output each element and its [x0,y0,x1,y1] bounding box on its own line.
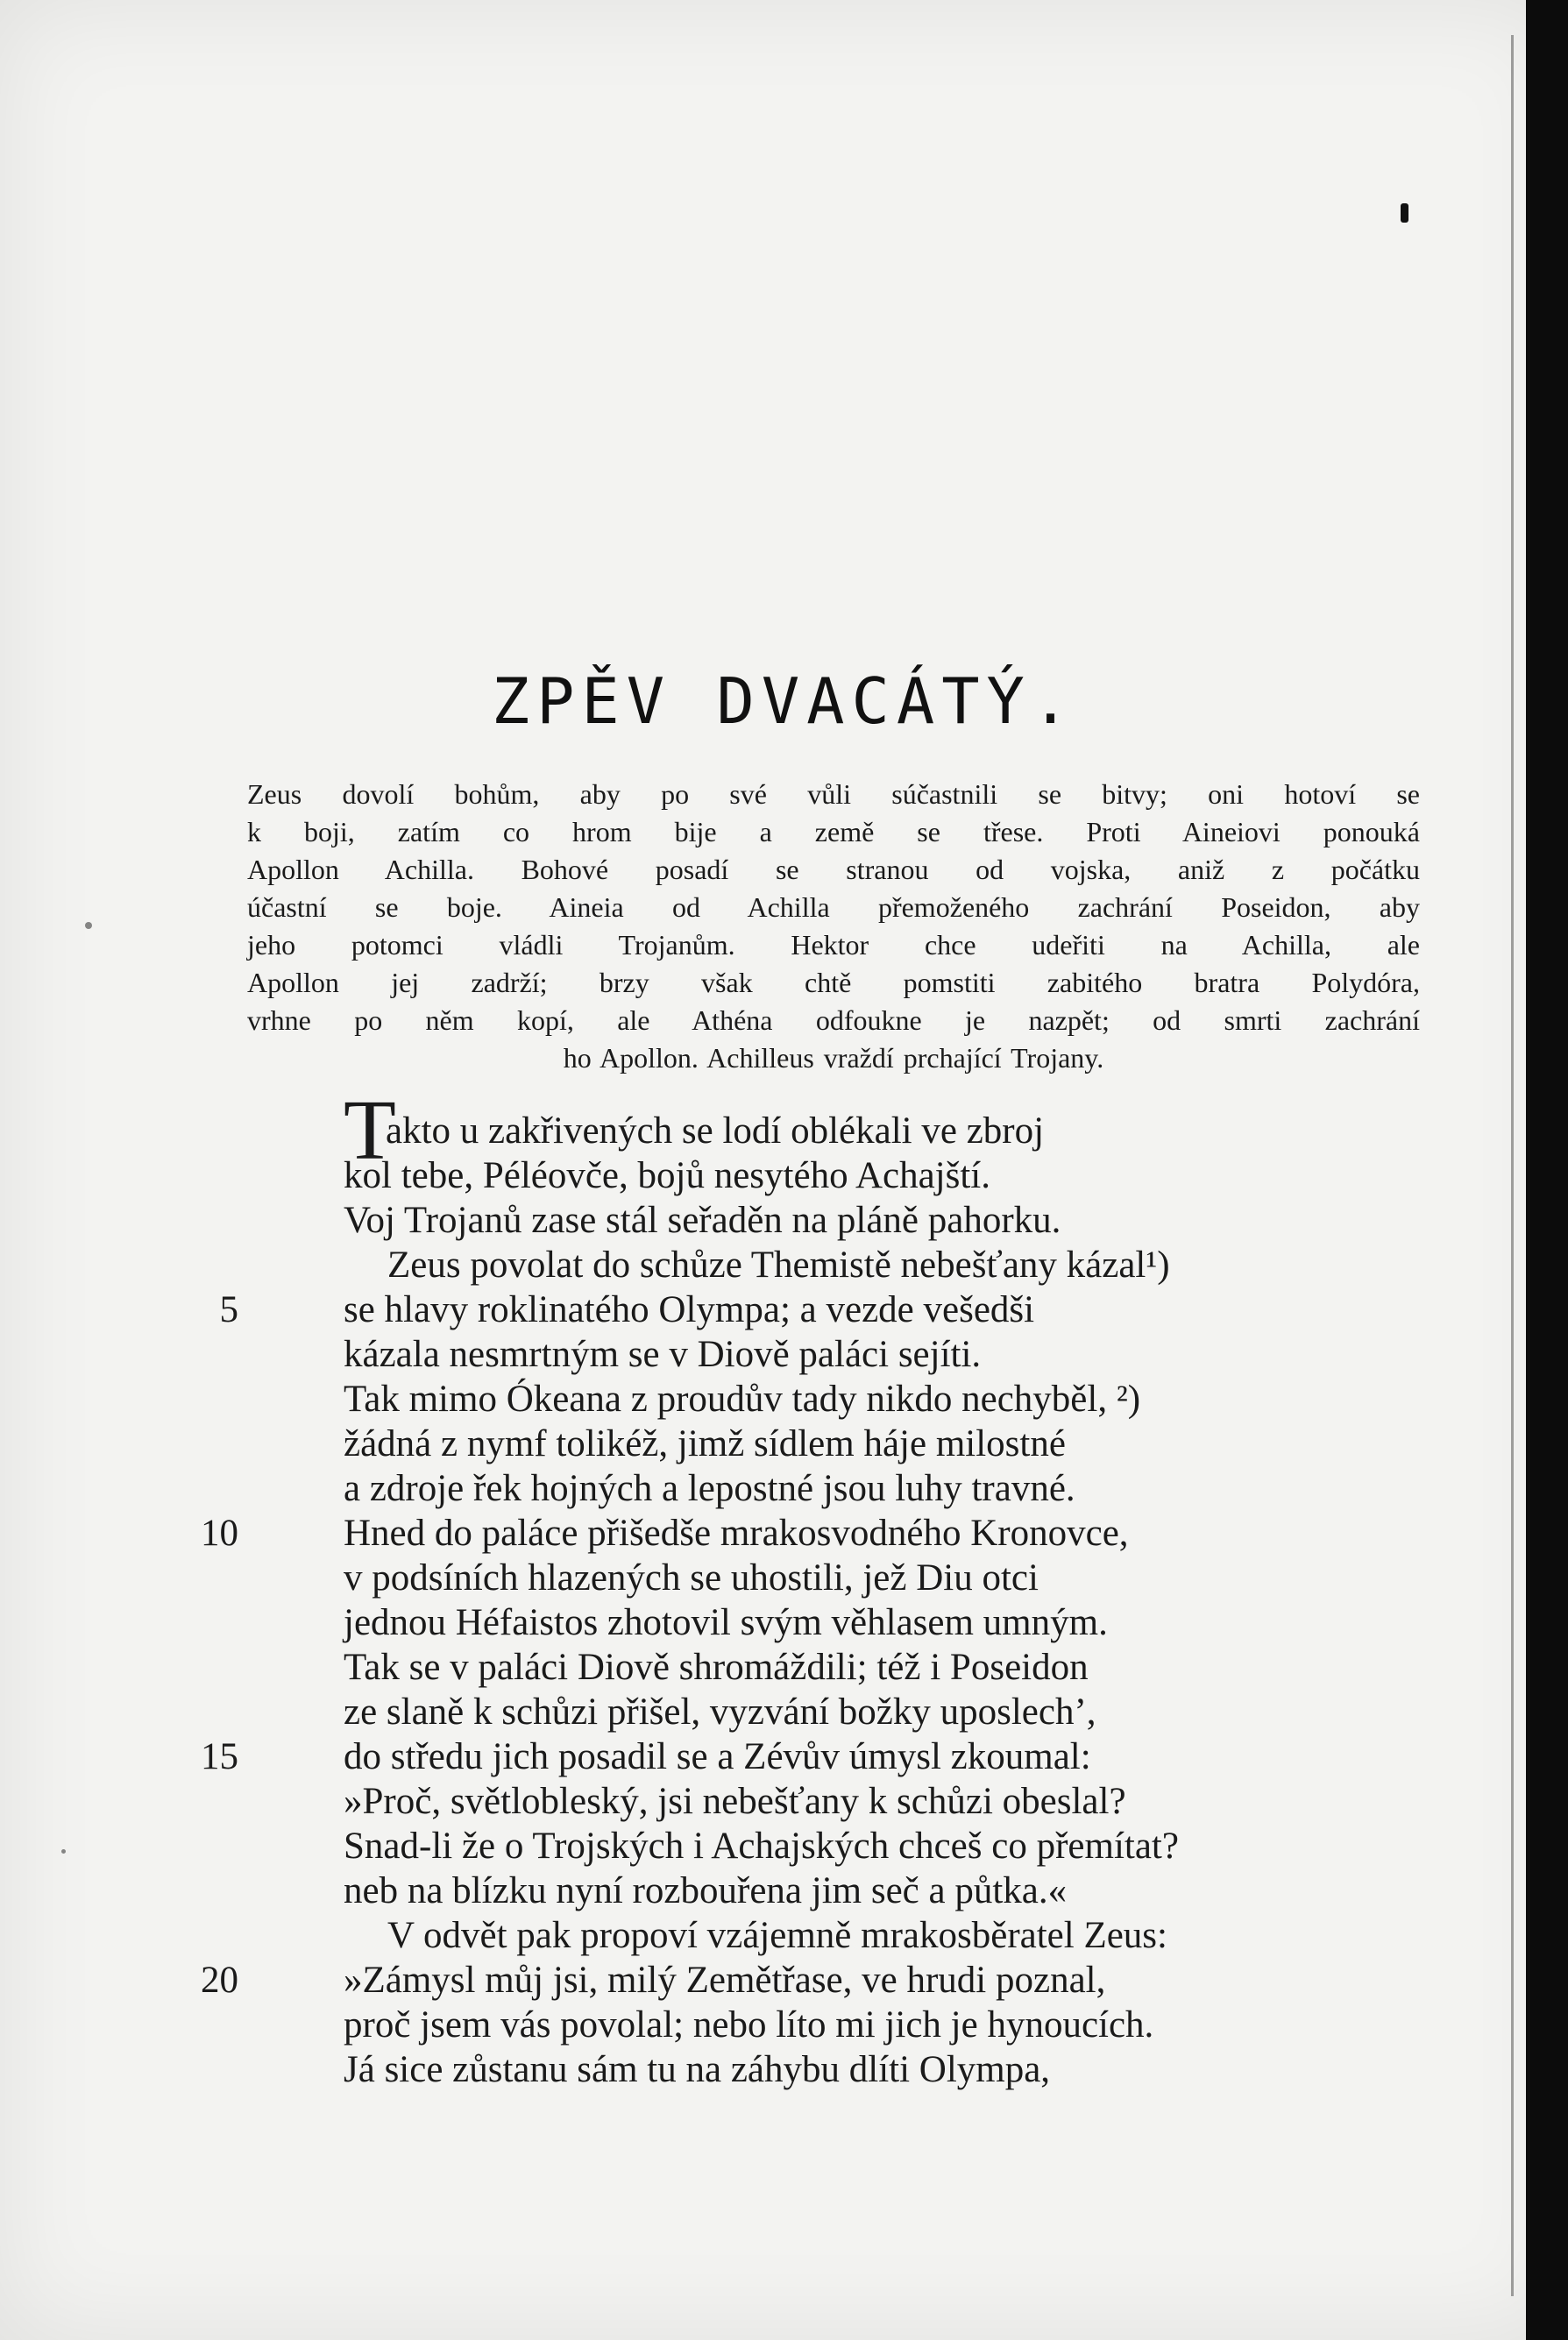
verse-text: V odvět pak propoví vzájemně mrakosběratel Zeus: [387,1915,1167,1956]
verse-text: a zdroje řek hojných a lepostné jsou luhy travné. [344,1468,1075,1509]
verse-line [263,1645,1420,1690]
chapter-summary [247,776,1420,1077]
verse-line [201,1958,1420,2003]
summary-line: jeho potomci vládli Trojanům. Hektor chce udeřiti na Achilla, ale [247,929,1420,961]
summary-line: Apollon Achilla. Bohové posadí se stranou od vojska, aniž z počátku [247,854,1420,885]
verse-text: jednou Héfaistos zhotovil svým věhlasem umným. [344,1602,1108,1643]
verse-text: v podsíních hlazených se uhostili, jež Diu otci [344,1557,1039,1599]
verse-line [263,1332,1420,1377]
page-fold-shadow [1511,35,1514,2296]
verse-line [263,1466,1420,1511]
verse-text: ze slaně k schůzi přišel, vyzvání božky uposlech’, [344,1691,1096,1733]
chapter-title: ZPĚV DVACÁTÝ. [491,664,1077,738]
verse-text: kázala nesmrtným se v Diově paláci sejíti. [344,1334,982,1375]
verse-line [263,1243,1420,1287]
summary-line: vrhne po něm kopí, ale Athéna odfoukne je nazpět; od smrti zachrání [247,1004,1420,1036]
verse-line [263,1600,1420,1645]
verse-line [201,1734,1420,1779]
verse-text: Hned do paláce přišedše mrakosvodného Kronovce, [344,1513,1129,1554]
verse-line [263,1913,1420,1958]
verse-line [263,1153,1420,1198]
verse-text: Já sice zůstanu sám tu na záhybu dlíti Olympa, [344,2049,1051,2090]
verse-block [201,1083,1420,2092]
verse-text: Tak mimo Ókeana z proudův tady nikdo nechyběl, ²) [344,1379,1141,1420]
verse-line [263,1198,1420,1243]
line-number: 10 [201,1513,238,1554]
line-number: 15 [201,1736,238,1777]
line-number: 20 [201,1960,238,2001]
ink-mark [1401,203,1408,223]
verse-line [263,1824,1420,1868]
drop-cap: T [344,1083,396,1178]
verse-text: Tak se v paláci Diově shromáždili; též i Poseidon [344,1647,1089,1688]
summary-last-line: ho Apollon. Achilleus vraždí prchající Trojany. [563,1042,1104,1074]
verse-text: »Zámysl můj jsi, milý Zemětřase, ve hrudi poznal, [344,1960,1106,2001]
verse-line [263,1779,1420,1824]
summary-line: k boji, zatím co hrom bije a země se třese. Proti Aineiovi ponouká [247,816,1420,847]
verse-text: kol tebe, Péléovče, bojů nesytého Achajští. [344,1155,990,1196]
verse-text: žádná z nymf tolikéž, jimž sídlem háje milostné [344,1423,1066,1464]
verse-text: se hlavy roklinatého Olympa; a vezde vešedši [344,1289,1035,1330]
verse-line [263,1377,1420,1422]
verse-text: akto u zakřivených se lodí oblékali ve zbroj [386,1110,1045,1152]
verse-text: Snad-li že o Trojských i Achajských chceš co přemítat? [344,1826,1179,1867]
summary-line: účastní se boje. Aineia od Achilla přemoženého zachrání Poseidon, aby [247,891,1420,923]
verse-line [263,1690,1420,1734]
ink-speck [61,1849,66,1854]
scan-dark-edge [1526,0,1568,2340]
verse-line [263,2047,1420,2092]
verse-text: Voj Trojanů zase stál seřaděn na pláně pahorku. [344,1200,1061,1241]
verse-line [263,1868,1420,1913]
verse-text: neb na blízku nyní rozbouřena jim seč a půtka.« [344,1870,1068,1911]
verse-line [263,2003,1420,2047]
verse-text: do středu jich posadil se a Zévův úmysl zkoumal: [344,1736,1091,1777]
verse-text: proč jsem vás povolal; nebo líto mi jich je hynoucích. [344,2004,1154,2046]
line-number: 5 [219,1289,238,1330]
summary-line: Zeus dovolí bohům, aby po své vůli súčastnili se bitvy; oni hotoví se [247,778,1420,810]
summary-line: Apollon jej zadrží; brzy však chtě pomstiti zabitého bratra Polydóra, [247,967,1420,998]
verse-text: Zeus povolat do schůze Themistě nebešťany kázal¹) [387,1244,1170,1286]
verse-line [219,1287,1420,1332]
verse-text: »Proč, světlobleský, jsi nebešťany k schůzi obeslal? [344,1781,1126,1822]
ink-speck [85,922,92,929]
verse-line [201,1511,1420,1556]
verse-line [263,1422,1420,1466]
verse-line [263,1556,1420,1600]
